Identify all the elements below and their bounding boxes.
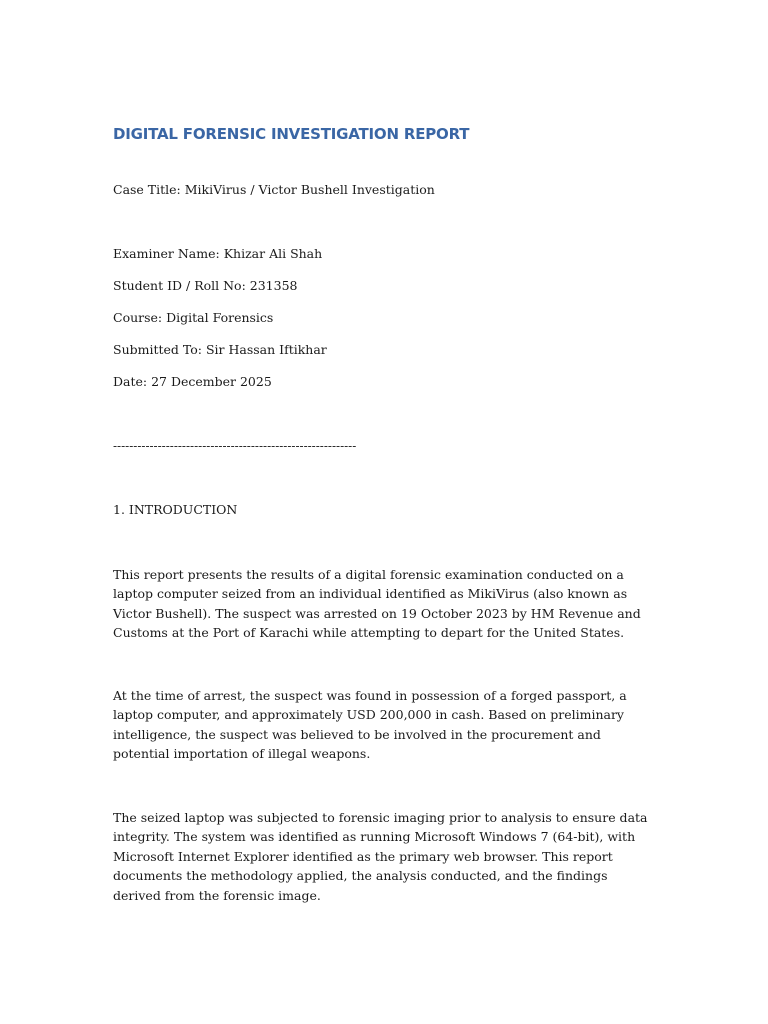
course-name: Course: Digital Forensics [113, 310, 274, 325]
student-id: Student ID / Roll No: 231358 [113, 278, 298, 293]
section-divider: ------------------------------------------------------------ [113, 439, 357, 453]
report-date: Date: 27 December 2025 [113, 374, 272, 389]
intro-paragraph-3: The seized laptop was subjected to forensic imaging prior to analysis to ensure data integrity. The system was identified as running Microsoft Windows 7 (64-bit), with Microsoft Internet Explorer identified as the primary web browser. This report documents the methodology applied, the analysis conducted, and the findings derived from the forensic image. [113, 810, 648, 903]
intro-paragraph-2: At the time of arrest, the suspect was found in possession of a forged passport, a laptop computer, and approximately USD 200,000 in cash. Based on preliminary intelligence, the suspect was believed to be involved in the procurement and potential importation of illegal weapons. [113, 688, 627, 762]
case-title: Case Title: MikiVirus / Victor Bushell Investigation [113, 182, 435, 197]
report-title: DIGITAL FORENSIC INVESTIGATION REPORT [113, 125, 470, 143]
submitted-to: Submitted To: Sir Hassan Iftikhar [113, 342, 327, 357]
intro-paragraph-1: This report presents the results of a digital forensic examination conducted on a laptop computer seized from an individual identified as MikiVirus (also known as Victor Bushell). The suspect was arrested on 19 October 2023 by HM Revenue and Customs at the Port of Karachi while attempting to depart for the United States. [113, 567, 641, 641]
examiner-name: Examiner Name: Khizar Ali Shah [113, 246, 323, 261]
section-heading-introduction: 1. INTRODUCTION [113, 502, 238, 517]
